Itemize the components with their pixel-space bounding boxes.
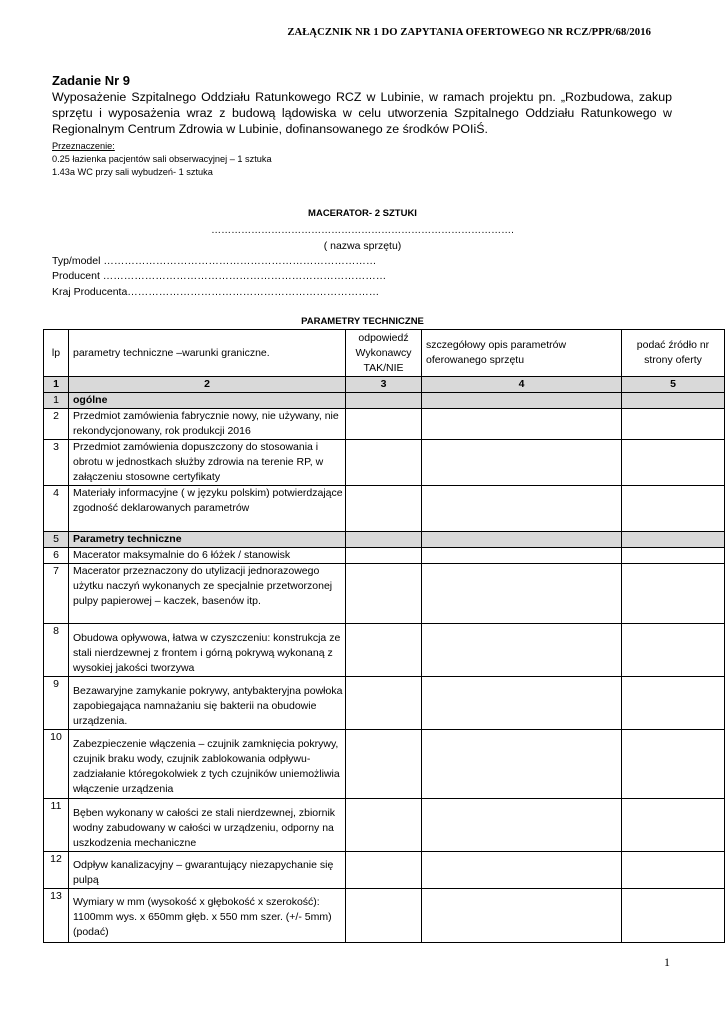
row-parameter: Macerator przeznaczony do utylizacji jednorazowego użytku naczyń wykonanych ze specjalnie przetworzonej pulpy papierowej – kaczek, basenów itp. bbox=[69, 564, 346, 624]
document-header: ZAŁĄCZNIK NR 1 DO ZAPYTANIA OFERTOWEGO NR RCZ/PPR/68/2016 bbox=[287, 27, 651, 38]
row-lp: 10 bbox=[44, 730, 69, 799]
purpose-line-2: 1.43a WC przy sali wybudzeń- 1 sztuka bbox=[52, 167, 213, 177]
answer-cell[interactable] bbox=[346, 564, 422, 624]
row-parameter: Wymiary w mm (wysokość x głębokość x szerokość): 1100mm wys. x 650mm głęb. x 550 mm szer. (+/- 5mm) (podać) bbox=[69, 889, 346, 943]
table-row bbox=[44, 852, 725, 889]
row-parameter: Bęben wykonany w całości ze stali nierdzewnej, zbiornik wodny zabudowany w całości w urządzeniu, odporny na uszkodzenia mechaniczne bbox=[69, 799, 346, 852]
answer-cell[interactable] bbox=[346, 889, 422, 943]
answer-cell[interactable] bbox=[346, 409, 422, 440]
description-cell[interactable] bbox=[422, 532, 622, 548]
type-model-field: Typ/model …………………………………………………………………… bbox=[52, 255, 377, 267]
description-cell[interactable] bbox=[422, 564, 622, 624]
table-row bbox=[44, 730, 725, 799]
table-header-row bbox=[44, 330, 725, 377]
answer-cell[interactable] bbox=[346, 730, 422, 799]
source-cell[interactable] bbox=[622, 532, 725, 548]
table-row bbox=[44, 409, 725, 440]
row-parameter: Bezawaryjne zamykanie pokrywy, antybakteryjna powłoka zapobiegająca namnażaniu się bakterii na obudowie urządzenia. bbox=[69, 677, 346, 730]
description-cell[interactable] bbox=[422, 799, 622, 852]
row-lp: 13 bbox=[44, 889, 69, 943]
parameters-table bbox=[43, 329, 725, 943]
source-cell[interactable] bbox=[622, 889, 725, 943]
answer-cell[interactable] bbox=[346, 440, 422, 486]
source-cell[interactable] bbox=[622, 548, 725, 564]
table-title: PARAMETRY TECHNICZNE bbox=[301, 316, 424, 327]
answer-cell[interactable] bbox=[346, 799, 422, 852]
source-cell[interactable] bbox=[622, 624, 725, 677]
source-cell[interactable] bbox=[622, 393, 725, 409]
answer-cell[interactable] bbox=[346, 393, 422, 409]
row-parameter: Obudowa opływowa, łatwa w czyszczeniu: konstrukcja ze stali nierdzewnej z frontem i górną pokrywą wykonaną z wysokiej jakości tworzywa bbox=[69, 624, 346, 677]
source-cell[interactable] bbox=[622, 486, 725, 532]
row-parameter: Materiały informacyjne ( w języku polskim) potwierdzające zgodność deklarowanych parametrów bbox=[69, 486, 346, 532]
header-source: podać źródło nr strony oferty bbox=[622, 330, 725, 377]
description-cell[interactable] bbox=[422, 440, 622, 486]
table-row bbox=[44, 799, 725, 852]
row-lp: 9 bbox=[44, 677, 69, 730]
description-cell[interactable] bbox=[422, 486, 622, 532]
table-row bbox=[44, 393, 725, 409]
description-cell[interactable] bbox=[422, 889, 622, 943]
answer-cell[interactable] bbox=[346, 852, 422, 889]
table-row bbox=[44, 624, 725, 677]
answer-cell[interactable] bbox=[346, 486, 422, 532]
table-row bbox=[44, 486, 725, 532]
equipment-name-dots: ………………………………………………………………………………. bbox=[211, 225, 514, 236]
source-cell[interactable] bbox=[622, 677, 725, 730]
header-answer: odpowiedź Wykonawcy TAK/NIE bbox=[346, 330, 422, 377]
description-cell[interactable] bbox=[422, 730, 622, 799]
row-lp: 1 bbox=[44, 393, 69, 409]
row-lp: 7 bbox=[44, 564, 69, 624]
purpose-line-1: 0.25 łazienka pacjentów sali obserwacyjnej – 1 sztuka bbox=[52, 154, 272, 164]
task-title: Zadanie Nr 9 bbox=[52, 73, 131, 88]
answer-cell[interactable] bbox=[346, 532, 422, 548]
row-lp: 11 bbox=[44, 799, 69, 852]
row-lp: 2 bbox=[44, 409, 69, 440]
description-cell[interactable] bbox=[422, 677, 622, 730]
row-parameter: Zabezpieczenie włączenia – czujnik zamknięcia pokrywy, czujnik braku wody, czujnik zablokowania odpływu- zadziałanie któregokolwiek z tych czujników uniemożliwia włączenie urządzenia bbox=[69, 730, 346, 799]
row-parameter: Przedmiot zamówienia dopuszczony do stosowania i obrotu w jednostkach służby zdrowia na terenie RP, w załączeniu stosowne certyfikaty bbox=[69, 440, 346, 486]
col-number: 2 bbox=[69, 377, 346, 393]
row-parameter: Przedmiot zamówienia fabrycznie nowy, nie używany, nie rekondycjonowany, rok produkcji 2016 bbox=[69, 409, 346, 440]
column-number-row bbox=[44, 377, 725, 393]
table-row bbox=[44, 677, 725, 730]
source-cell[interactable] bbox=[622, 730, 725, 799]
row-parameter: Odpływ kanalizacyjny – gwarantujący niezapychanie się pulpą bbox=[69, 852, 346, 889]
table-row bbox=[44, 889, 725, 943]
col-number: 3 bbox=[346, 377, 422, 393]
source-cell[interactable] bbox=[622, 564, 725, 624]
description-cell[interactable] bbox=[422, 624, 622, 677]
source-cell[interactable] bbox=[622, 852, 725, 889]
answer-cell[interactable] bbox=[346, 548, 422, 564]
col-number: 1 bbox=[44, 377, 69, 393]
row-lp: 12 bbox=[44, 852, 69, 889]
producer-field: Producent ……………………………………………………………………… bbox=[52, 270, 387, 282]
page-number: 1 bbox=[664, 955, 670, 969]
header-lp: lp bbox=[44, 330, 69, 377]
equipment-title: MACERATOR- 2 SZTUKI bbox=[308, 208, 417, 219]
col-number: 4 bbox=[422, 377, 622, 393]
answer-cell[interactable] bbox=[346, 624, 422, 677]
answer-cell[interactable] bbox=[346, 677, 422, 730]
equipment-name-caption: ( nazwa sprzętu) bbox=[323, 240, 402, 252]
row-parameter: Macerator maksymalnie do 6 łóżek / stanowisk bbox=[69, 548, 346, 564]
row-lp: 5 bbox=[44, 532, 69, 548]
description-cell[interactable] bbox=[422, 548, 622, 564]
table-row bbox=[44, 532, 725, 548]
row-parameter: Parametry techniczne bbox=[69, 532, 346, 548]
task-description: Wyposażenie Szpitalnego Oddziału Ratunkowego RCZ w Lubinie, w ramach projektu pn. „Rozbudowa, zakup sprzętu i wyposażenia wraz z budową lądowiska w celu utworzenia Szpitalnego Oddziału Ratunkowego w Regionalnym Centrum Zdrowia w Lubinie, dofinansowanego ze środków POIiŚ. bbox=[52, 90, 672, 136]
row-lp: 8 bbox=[44, 624, 69, 677]
table-row bbox=[44, 440, 725, 486]
source-cell[interactable] bbox=[622, 799, 725, 852]
source-cell[interactable] bbox=[622, 440, 725, 486]
description-cell[interactable] bbox=[422, 409, 622, 440]
row-parameter: ogólne bbox=[69, 393, 346, 409]
purpose-block bbox=[52, 140, 272, 179]
country-field: Kraj Producenta……………………………………………………………… bbox=[52, 286, 380, 298]
row-lp: 6 bbox=[44, 548, 69, 564]
source-cell[interactable] bbox=[622, 409, 725, 440]
description-cell[interactable] bbox=[422, 393, 622, 409]
header-description: szczegółowy opis parametrów oferowanego sprzętu bbox=[422, 330, 622, 377]
header-parameters: parametry techniczne –warunki graniczne. bbox=[69, 330, 346, 377]
purpose-label: Przeznaczenie: bbox=[52, 141, 115, 151]
row-lp: 4 bbox=[44, 486, 69, 532]
table-row bbox=[44, 564, 725, 624]
col-number: 5 bbox=[622, 377, 725, 393]
table-row bbox=[44, 548, 725, 564]
description-cell[interactable] bbox=[422, 852, 622, 889]
row-lp: 3 bbox=[44, 440, 69, 486]
